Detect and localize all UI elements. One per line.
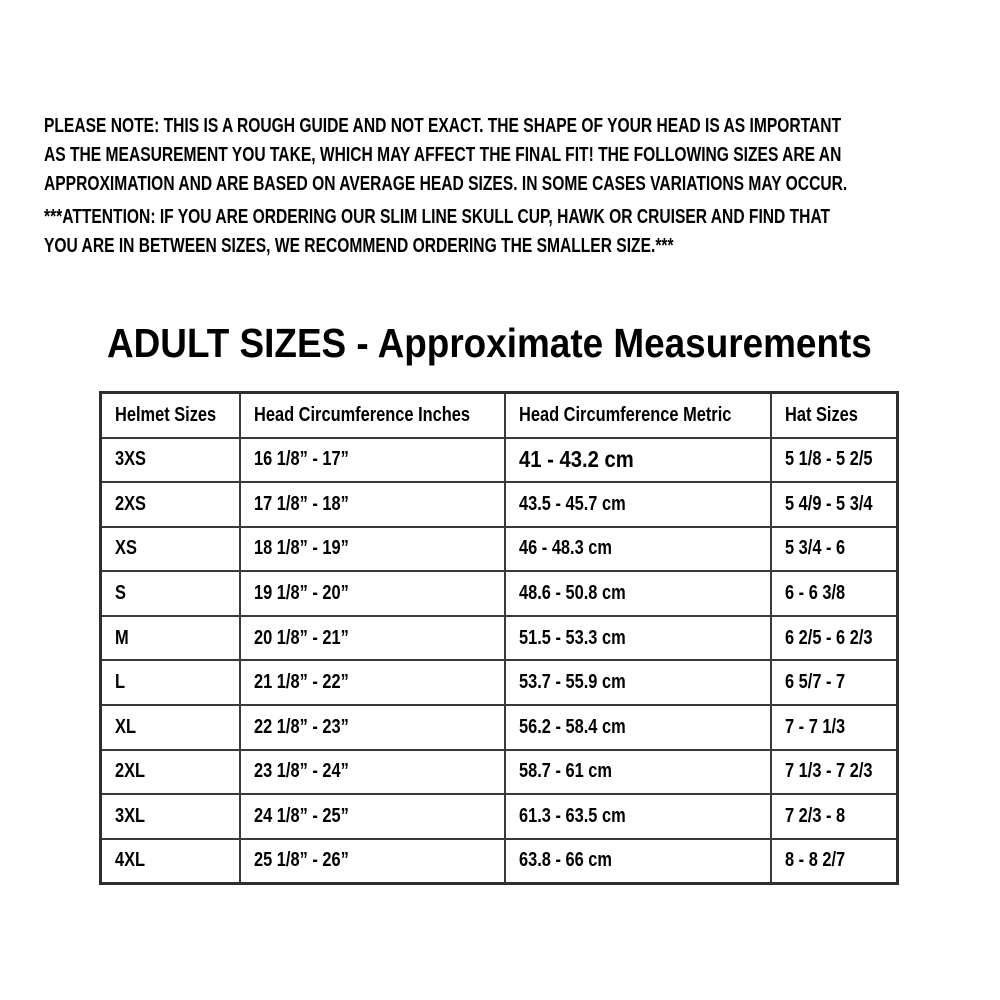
helmet-size-value: 3XL bbox=[115, 805, 146, 828]
col-header-helmet-sizes bbox=[101, 393, 240, 438]
helmet-size-value: 3XS bbox=[115, 448, 147, 471]
col-header-hat-sizes bbox=[771, 393, 898, 438]
cell-circumference-inches bbox=[240, 616, 505, 661]
cell-circumference-metric bbox=[505, 660, 771, 705]
circumference-inches-value: 25 1/8” - 26” bbox=[253, 849, 349, 872]
helmet-size-value: XS bbox=[115, 537, 137, 560]
cell-circumference-metric bbox=[505, 794, 771, 839]
helmet-size-value: M bbox=[115, 626, 129, 649]
note-line-1: PLEASE NOTE: THIS IS A ROUGH GUIDE AND NOT EXACT. THE SHAPE OF YOUR HEAD IS AS IMPORTANT bbox=[44, 115, 842, 137]
cell-helmet-size bbox=[101, 839, 240, 884]
cell-hat-size bbox=[771, 839, 898, 884]
cell-circumference-metric bbox=[505, 839, 771, 884]
hat-size-value: 7 - 7 1/3 bbox=[784, 715, 845, 738]
circumference-metric-value: 56.2 - 58.4 cm bbox=[518, 715, 626, 738]
cell-circumference-inches bbox=[240, 571, 505, 616]
cell-circumference-inches bbox=[240, 705, 505, 750]
cell-helmet-size bbox=[101, 660, 240, 705]
circumference-inches-value: 23 1/8” - 24” bbox=[253, 760, 349, 783]
cell-circumference-inches bbox=[240, 839, 505, 884]
hat-size-value: 6 5/7 - 7 bbox=[784, 671, 845, 694]
table-row-l bbox=[101, 660, 898, 705]
circumference-inches-value: 17 1/8” - 18” bbox=[253, 492, 349, 515]
circumference-inches-value: 16 1/8” - 17” bbox=[253, 448, 349, 471]
table-row-2xl bbox=[101, 750, 898, 795]
circumference-inches-value: 24 1/8” - 25” bbox=[253, 805, 349, 828]
cell-circumference-inches bbox=[240, 794, 505, 839]
table-row-2xs bbox=[101, 482, 898, 527]
note-line-3: APPROXIMATION AND ARE BASED ON AVERAGE HEAD SIZES. IN SOME CASES VARIATIONS MAY OCCUR. bbox=[44, 173, 848, 195]
helmet-size-value: L bbox=[115, 671, 126, 694]
cell-hat-size bbox=[771, 616, 898, 661]
circumference-metric-value: 51.5 - 53.3 cm bbox=[518, 626, 626, 649]
attention-paragraph bbox=[44, 203, 1000, 261]
table-row-4xl bbox=[101, 839, 898, 884]
hat-size-value: 5 3/4 - 6 bbox=[784, 537, 845, 560]
circumference-inches-value: 21 1/8” - 22” bbox=[253, 671, 349, 694]
cell-circumference-metric bbox=[505, 482, 771, 527]
cell-circumference-inches bbox=[240, 750, 505, 795]
hat-size-value: 7 2/3 - 8 bbox=[784, 805, 845, 828]
hat-size-value: 7 1/3 - 7 2/3 bbox=[784, 760, 873, 783]
cell-helmet-size bbox=[101, 750, 240, 795]
circumference-inches-value: 20 1/8” - 21” bbox=[253, 626, 349, 649]
col-header-circumference-metric-label: Head Circumference Metric bbox=[518, 403, 731, 426]
circumference-inches-value: 19 1/8” - 20” bbox=[253, 582, 349, 605]
note-line-2: AS THE MEASUREMENT YOU TAKE, WHICH MAY AFFECT THE FINAL FIT! THE FOLLOWING SIZES ARE AN bbox=[44, 144, 842, 166]
cell-hat-size bbox=[771, 482, 898, 527]
circumference-metric-value: 41 - 43.2 cm bbox=[518, 446, 634, 473]
table-row-s bbox=[101, 571, 898, 616]
cell-circumference-metric bbox=[505, 750, 771, 795]
cell-hat-size bbox=[771, 571, 898, 616]
table-row-3xl bbox=[101, 794, 898, 839]
table-header-row bbox=[101, 393, 898, 438]
cell-hat-size bbox=[771, 660, 898, 705]
circumference-metric-value: 43.5 - 45.7 cm bbox=[518, 492, 626, 515]
circumference-metric-value: 61.3 - 63.5 cm bbox=[518, 805, 626, 828]
attention-line-1: ***ATTENTION: IF YOU ARE ORDERING OUR SLIM LINE SKULL CUP, HAWK OR CRUISER AND FIND THAT bbox=[44, 206, 831, 228]
cell-circumference-metric bbox=[505, 616, 771, 661]
table-row-xs bbox=[101, 527, 898, 572]
cell-helmet-size bbox=[101, 527, 240, 572]
circumference-metric-value: 46 - 48.3 cm bbox=[518, 537, 612, 560]
hat-size-value: 8 - 8 2/7 bbox=[784, 849, 845, 872]
hat-size-value: 6 2/5 - 6 2/3 bbox=[784, 626, 873, 649]
hat-size-value: 5 1/8 - 5 2/5 bbox=[784, 448, 873, 471]
helmet-size-value: S bbox=[115, 582, 126, 605]
cell-circumference-metric bbox=[505, 705, 771, 750]
helmet-size-value: 2XS bbox=[115, 492, 147, 515]
cell-circumference-metric bbox=[505, 527, 771, 572]
cell-circumference-inches bbox=[240, 438, 505, 483]
cell-hat-size bbox=[771, 438, 898, 483]
page-title: ADULT SIZES - Approximate Measurements bbox=[107, 320, 872, 366]
cell-hat-size bbox=[771, 705, 898, 750]
cell-circumference-inches bbox=[240, 482, 505, 527]
col-header-circumference-inches bbox=[240, 393, 505, 438]
circumference-metric-value: 63.8 - 66 cm bbox=[518, 849, 612, 872]
attention-line-2: YOU ARE IN BETWEEN SIZES, WE RECOMMEND ORDERING THE SMALLER SIZE.*** bbox=[44, 235, 674, 257]
cell-hat-size bbox=[771, 750, 898, 795]
cell-helmet-size bbox=[101, 571, 240, 616]
cell-circumference-metric bbox=[505, 571, 771, 616]
cell-helmet-size bbox=[101, 705, 240, 750]
note-paragraph bbox=[44, 112, 1000, 199]
table-row-3xs bbox=[101, 438, 898, 483]
cell-helmet-size bbox=[101, 616, 240, 661]
cell-hat-size bbox=[771, 794, 898, 839]
hat-size-value: 5 4/9 - 5 3/4 bbox=[784, 492, 873, 515]
cell-hat-size bbox=[771, 527, 898, 572]
circumference-inches-value: 18 1/8” - 19” bbox=[253, 537, 349, 560]
table-row-m bbox=[101, 616, 898, 661]
cell-circumference-inches bbox=[240, 660, 505, 705]
cell-circumference-inches bbox=[240, 527, 505, 572]
helmet-size-value: XL bbox=[115, 715, 136, 738]
adult-sizes-table bbox=[99, 391, 899, 885]
cell-helmet-size bbox=[101, 794, 240, 839]
col-header-helmet-sizes-label: Helmet Sizes bbox=[115, 403, 217, 426]
helmet-size-value: 2XL bbox=[115, 760, 146, 783]
col-header-hat-sizes-label: Hat Sizes bbox=[784, 403, 858, 426]
cell-helmet-size bbox=[101, 482, 240, 527]
circumference-metric-value: 53.7 - 55.9 cm bbox=[518, 671, 626, 694]
helmet-size-value: 4XL bbox=[115, 849, 146, 872]
col-header-circumference-inches-label: Head Circumference Inches bbox=[253, 403, 470, 426]
cell-helmet-size bbox=[101, 438, 240, 483]
cell-circumference-metric bbox=[505, 438, 771, 483]
circumference-inches-value: 22 1/8” - 23” bbox=[253, 715, 349, 738]
table-row-xl bbox=[101, 705, 898, 750]
circumference-metric-value: 58.7 - 61 cm bbox=[518, 760, 612, 783]
col-header-circumference-metric bbox=[505, 393, 771, 438]
circumference-metric-value: 48.6 - 50.8 cm bbox=[518, 582, 626, 605]
hat-size-value: 6 - 6 3/8 bbox=[784, 582, 845, 605]
